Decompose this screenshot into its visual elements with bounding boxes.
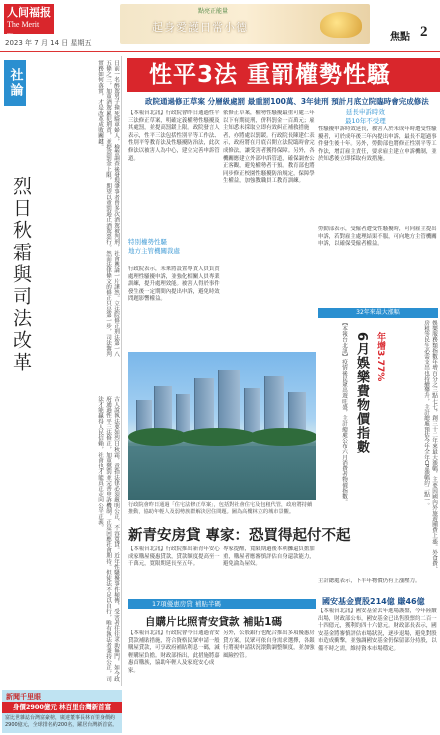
banner-title: 起身愛護日常小德 xyxy=(152,21,248,34)
cpi-headline: 6月娛樂費物價指數 xyxy=(354,332,369,455)
housing-body-col2: 專家提醒，寬限期過後本利攤還負擔加重，購屋者應審慎評估自身還款能力，避免淪為屋奴。 xyxy=(223,546,315,568)
building xyxy=(218,370,240,434)
cpi-subheadline: 年增3.77% xyxy=(375,332,385,382)
building xyxy=(244,388,260,434)
photo-caption: 行政院會昨日通過「住宅法修正草案」，包括對社會住宅及包租代管，政府將持續推動，協助年輕人及弱勢族群解決居住問題。圖為高樓林立的城市景觀。 xyxy=(128,502,313,515)
city-skyline-photo xyxy=(128,352,316,500)
lead-subhead: 政院通過修正草案 分層級處罰 最重罰100萬、3年徒刑 預計月底立院臨時會完成修法 xyxy=(145,97,429,106)
editorial-title: 烈日秋霜與司法改革 xyxy=(10,176,32,374)
brief-heading: 新聞千里眼 xyxy=(6,693,41,701)
building xyxy=(194,378,214,434)
lead-side-body: 性騷擾申訴時效延長，被害人於未成年時遭受性騷擾者，可於成年後三年內提出申訴，最長不超過事件發生後十年。另外，勞動部也將修正性別平等工作法，增訂雇主責任，要求雇主建立申訴機制，並於知悉後立即採取有效措施。 xyxy=(318,126,437,163)
fund-headline: 國安基金賣股214億 賺46億 xyxy=(322,597,425,606)
subsidy-body-col1: 【本報台北訊】行政院會今日通過青安貸款補貼措施，符合資格民眾申請一般購屋貸款，可享政府補貼利息一碼，減輕購屋負擔。財政部指出，此措施將嘉惠首購族，協助年輕人及家庭安心成家。 xyxy=(128,630,220,674)
masthead xyxy=(0,0,440,52)
logo-chinese: 人间福报 xyxy=(7,6,51,19)
lead-body-col2: 依修正草案，權勢性騷擾最重可處三年以下有期徒刑，併科罰金一百萬元；雇主知悉未採取立即有效糾正補救措施者，亦將處以罰鍰。行政院長陳建仁表示，政府將在月底召開立法院臨時會完成修法，讓受害者獲得保障。另外，各機關應建立外部申訴管道，確保調查公正客觀，避免權勢者干預。教育部也將同步修正校園性騷擾防治規定，保障學生權益，加強教職員工教育訓練。 xyxy=(223,110,315,185)
subsidy-body-col2: 另外，公股銀行也配合推出多項優惠房貸方案，民眾可依自身需求選擇，各銀行將視申請狀況滾動調整額度，並加強風險控管。 xyxy=(223,630,315,659)
lead-side-body-2: 勞動部表示，受僱者遭受性騷擾時，可向雇主提出申訴，若對雇主處理結果不服，可向地方主管機關申訴，以確保受僱者權益。 xyxy=(318,226,437,248)
top-banner xyxy=(120,4,370,44)
building xyxy=(176,394,190,434)
building xyxy=(154,386,172,434)
brief-headline: 身價2900億元 林百里台灣新首富 xyxy=(2,702,122,713)
news-brief-box[interactable] xyxy=(2,690,122,733)
subsidy-headline[interactable]: 自購片比照青安貸款 補貼1碼 xyxy=(145,616,282,628)
cpi-body-3: 主計總處表示，下半年物價仍有上漲壓力。 xyxy=(318,578,421,584)
cpi-body-2: 娛樂服務類指數年增百分之三點七七，創三十二年來最大漲幅，主要因國內外旅遊團費上漲。外食費、房租等民生必需支出也持續攀升，主計總處預估今年全年CPI漲幅約二點一。 xyxy=(423,320,437,572)
housing-strip: 17項優惠房貸 補貼半碼 xyxy=(128,599,316,609)
editorial-column xyxy=(2,56,122,686)
cpi-body-1: 【本報台北訊】疫情後民眾出遊旺盛，主計總處公布六月消費者物價指數。 xyxy=(341,320,347,505)
page-number: 2 xyxy=(420,24,428,40)
housing-body-col1: 【本報台北訊】行政院推出新青年安心成家購屋優惠貸款，貸款額度提高至一千萬元，寬限期延長至五年。 xyxy=(128,546,220,568)
editorial-body-top: 日前一名醉駕男子撞死騎車婦人，檢警調查後發現肇事者曾多次酒駕被判刑，社會輿論一片譁然。立法院修正刑法第一八五條之三，加重酒駕累犯刑責，並提高罰金上限，期望以重罰遏止酒駕惡行。然而法律條文的修正只是第一步，司法審判實務如何落實，才是改革成敗關鍵。 xyxy=(97,60,119,357)
logo-english: The Merit Times xyxy=(7,20,40,41)
brief-body: 富比世雜誌台灣富豪榜，廣達董事長林百里身價約2900億元，全球排名約200名，躍居台灣新首富。 xyxy=(5,715,118,728)
cpi-banner: 32年來最大漲幅 xyxy=(318,308,438,318)
fund-body: 【本報台北訊】國安基金去年進場護盤，今年陸續出場，財政部公布，國安基金已出售股票約二百一十四億元，獲利約四十六億元。財政部長表示，國安基金將審慎評估市場狀況，逐步退場，避免對股市造成衝擊，並強調國安基金仍保留部分持股，以備不時之需，維持資本市場穩定。 xyxy=(318,608,437,652)
housing-headline[interactable]: 新青安房貸 專家：恐買得起付不起 xyxy=(128,528,351,544)
banner-tag: 點亮正能量 xyxy=(198,8,229,15)
editorial-body-bottom: 古人說執法要如烈日秋霜，意指法律必須嚴明公正、不容寬貸。近年性騷擾事件頻傳，受害者往往求助無門，如今政府通過性平三法修正，加重懲罰並完善申訴機制，正是回應社會期待。但徒法不足以自行，唯有執法者秉持公正，司法才能贏得人民信賴，社會也才能真正走向公平正義。 xyxy=(97,396,119,682)
editorial-label: 社論 xyxy=(4,60,26,106)
lead-headline-bar[interactable] xyxy=(127,58,440,92)
lead-body-col1: 【本報台北訊】行政院會昨日通過性平三法修正草案，明確定義權勢性騷擾及其處罰，並提高罰鍰上限。政院發言人表示，性平三法包括性別平等工作法、性別平等教育法及性騷擾防治法，此次修法以被害人為中心，建立完善申訴管道。 xyxy=(128,110,220,162)
newspaper-logo[interactable] xyxy=(4,4,54,41)
section-title: 焦點 xyxy=(390,32,410,43)
lead-headline: 性平3法 重罰權勢性騷 xyxy=(149,62,392,88)
lake-water xyxy=(128,446,316,500)
mascot-icon xyxy=(320,12,362,38)
tree-line xyxy=(178,428,258,446)
issue-date: 2023 年 7 月 14 日 星期五 xyxy=(5,39,92,47)
tree-line xyxy=(248,428,316,446)
lead-body-col3: 行政院表示，未來將設置專責人員負責處理性騷擾申訴，並強化相關人員專業訓練，提升處理效能。被害人得於事件發生後一定期間內提出申訴，避免時效問題影響權益。 xyxy=(128,266,220,303)
building xyxy=(264,376,284,434)
lead-subheading-blue: 特別權勢性騷 地方主管機關裁處 xyxy=(128,238,180,255)
lead-side-subheading: 延長申訴時效 最10年不受理 xyxy=(345,108,386,125)
